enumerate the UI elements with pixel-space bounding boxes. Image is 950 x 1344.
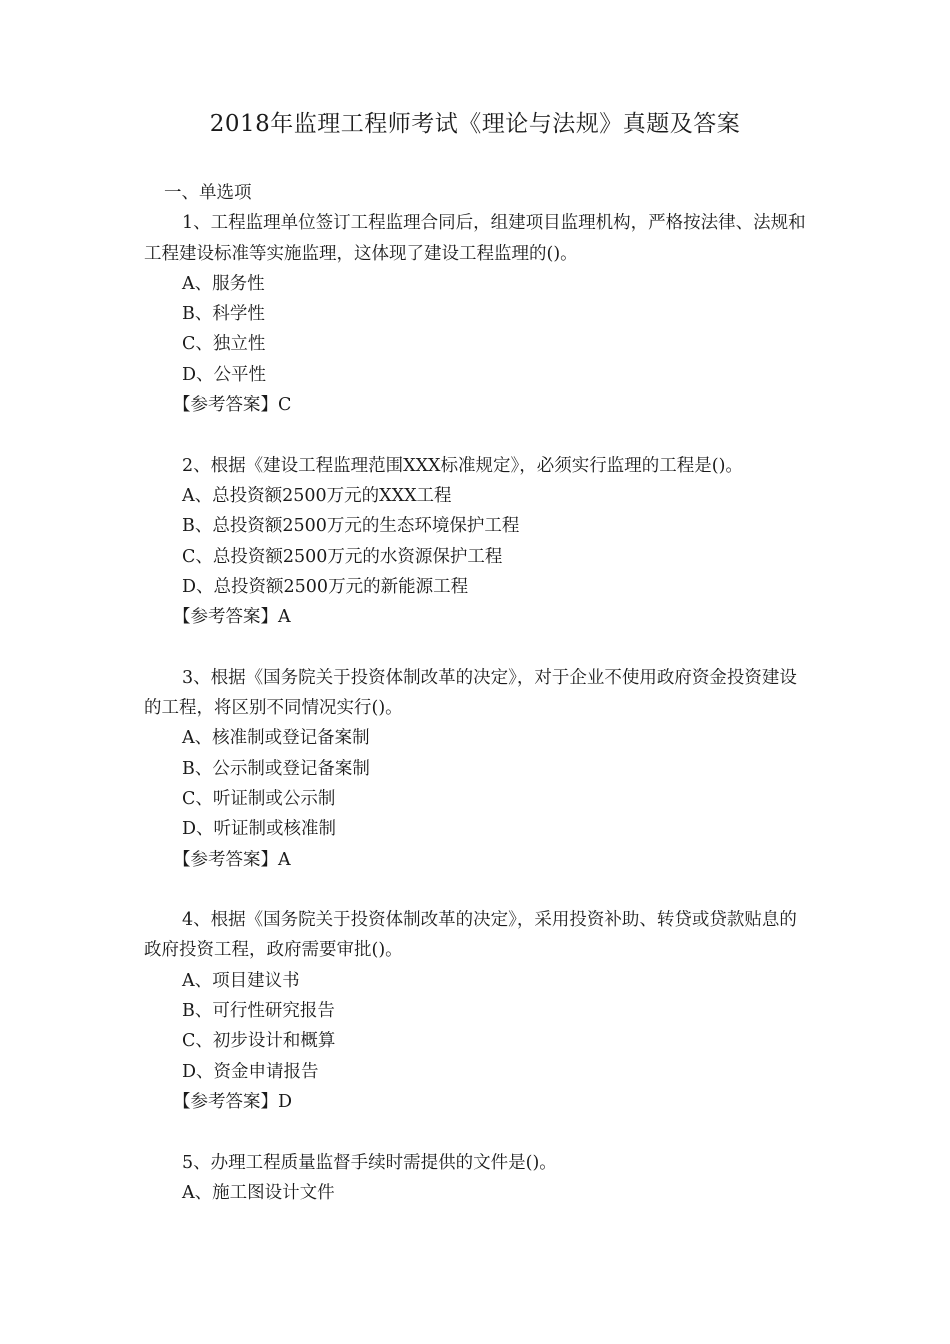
question-2: [144, 451, 812, 633]
section-heading: 一、单选项: [164, 183, 252, 203]
option-a: A、施工图设计文件: [182, 1182, 335, 1203]
option-a: A、服务性: [182, 273, 265, 294]
question-stem: 3、根据《国务院关于投资体制改革的决定》，对于企业不使用政府资金投资建设的工程，将区别不同情况实行()。: [144, 667, 797, 719]
question-4: [144, 905, 812, 1117]
question-1: [144, 208, 812, 420]
document-title: 2018年监理工程师考试《理论与法规》真题及答案: [209, 111, 741, 137]
option-c: C、听证制或公示制: [182, 788, 336, 809]
question-stem: 5、办理工程质量监督手续时需提供的文件是()。: [182, 1152, 557, 1173]
option-d: D、资金申请报告: [182, 1061, 319, 1082]
option-b: B、公示制或登记备案制: [182, 758, 370, 779]
option-a: A、项目建议书: [182, 970, 300, 991]
question-stem: 4、根据《国务院关于投资体制改革的决定》，采用投资补助、转贷或贷款贴息的政府投资工程，政府需要审批()。: [144, 910, 797, 961]
option-b: B、总投资额2500万元的生态环境保护工程: [182, 516, 520, 537]
option-a: A、核准制或登记备案制: [182, 728, 370, 749]
option-d: D、总投资额2500万元的新能源工程: [182, 576, 469, 597]
document-body: [144, 178, 812, 1238]
option-b: B、科学性: [182, 304, 265, 325]
option-c: C、总投资额2500万元的水资源保护工程: [182, 546, 503, 567]
question-3: [144, 663, 812, 875]
option-a: A、总投资额2500万元的XXX工程: [182, 485, 452, 506]
reference-answer: 【参考答案】A: [173, 607, 291, 628]
option-c: C、初步设计和概算: [182, 1031, 336, 1052]
question-stem: 2、根据《建设工程监理范围XXX标准规定》，必须实行监理的工程是()。: [182, 455, 743, 476]
option-b: B、可行性研究报告: [182, 1001, 335, 1022]
reference-answer: 【参考答案】C: [173, 395, 292, 416]
reference-answer: 【参考答案】D: [173, 1091, 293, 1112]
question-5: [144, 1148, 812, 1209]
option-d: D、公平性: [182, 364, 267, 385]
question-stem: 1、工程监理单位签订工程监理合同后，组建项目监理机构，严格按法律、法规和工程建设标准等实施监理，这体现了建设工程监理的()。: [144, 213, 806, 264]
reference-answer: 【参考答案】A: [173, 849, 291, 870]
option-d: D、听证制或核准制: [182, 819, 337, 840]
option-c: C、独立性: [182, 334, 266, 355]
